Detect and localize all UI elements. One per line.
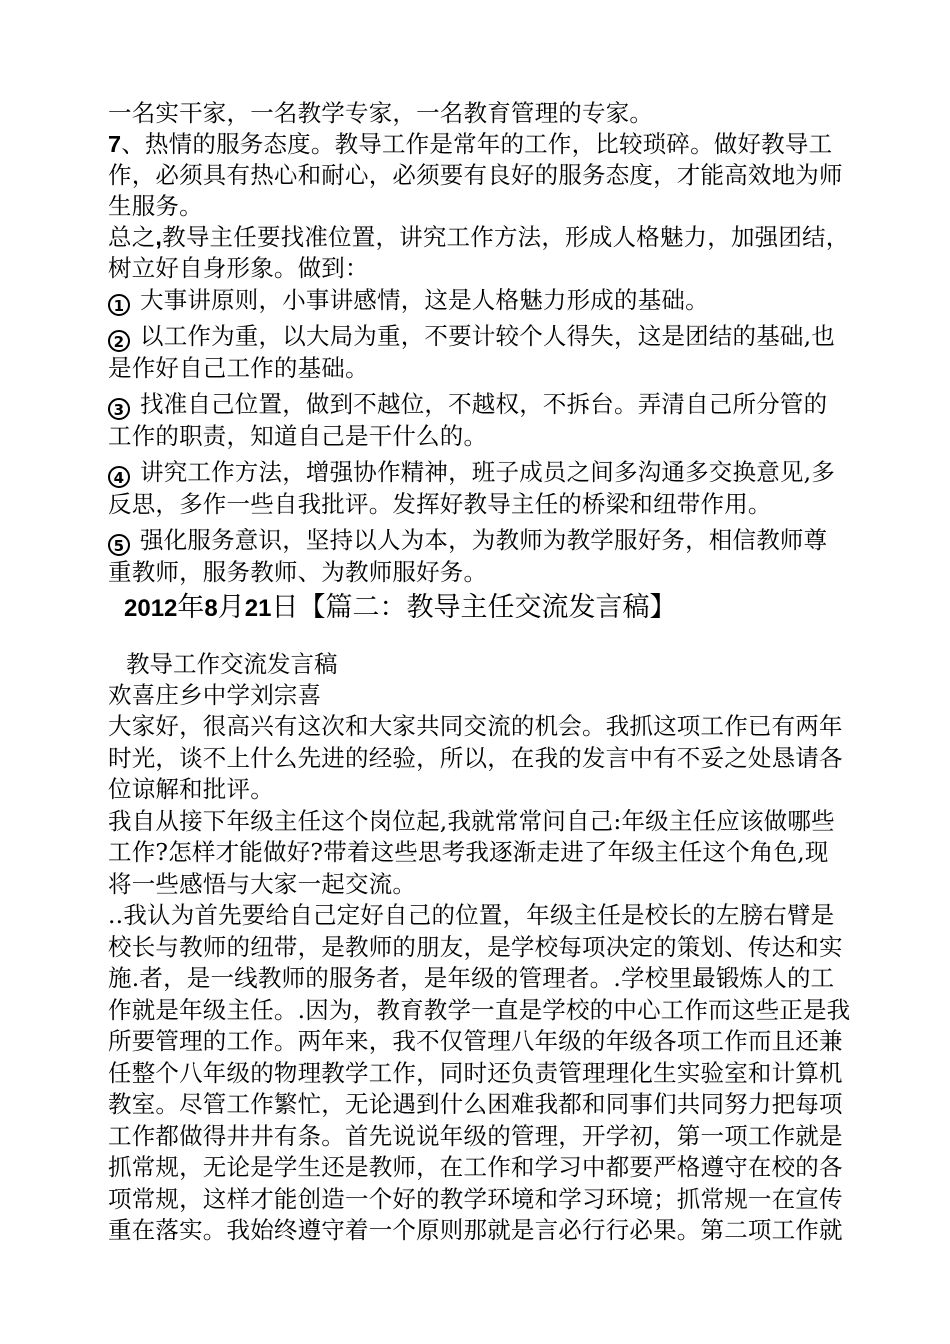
speech-body [108, 711, 851, 1247]
speech-title: 教导工作交流发言稿 [126, 650, 338, 678]
heading-day-char: 日 [271, 592, 299, 623]
list-item-continuation: 重教师，服务教师、为教师服好务。 [108, 558, 488, 586]
paragraph-line: 一名实干家，一名教学专家，一名教育管理的专家。 [108, 99, 654, 127]
circled-number-icon: 1 [108, 294, 130, 316]
summary-line-2: 树立好自身形象。做到： [108, 254, 369, 282]
heading-year: 2012 [124, 595, 178, 622]
list-item-continuation: 是作好自己工作的基础。 [108, 354, 369, 382]
list-item [108, 524, 848, 556]
body-line: 教室。尽管工作繁忙，无论遇到什么困难我都和同事们共同努力把每项 [108, 1090, 843, 1118]
circled-number-icon: 4 [108, 466, 130, 488]
paragraph-text: 、热情的服务态度。教导工作是常年的工作，比较琐碎。做好教导工 [121, 130, 833, 158]
list-item-text: 以工作为重，以大局为重，不要计较个人得失，这是团结的基础,也 [140, 322, 835, 350]
body-line: 抓常规，无论是学生还是教师，在工作和学习中都要严格遵守在校的各 [108, 1153, 843, 1181]
body-line: 工作都做得井井有条。首先说说年级的管理，开学初，第一项工作就是 [108, 1121, 843, 1150]
body-line: 任整个八年级的物理教学工作，同时还负责管理理化生实验室和计算机 [108, 1058, 843, 1087]
body-line: 大家好，很高兴有这次和大家共同交流的机会。我抓这项工作已有两年 [108, 712, 843, 740]
heading-year-char: 年 [177, 592, 205, 623]
body-line: 所要管理的工作。两年来，我不仅管理八年级的年级各项工作而且还兼 [108, 1027, 843, 1055]
body-line: 重在落实。我始终遵守着一个原则那就是言必行行必果。第二项工作就 [108, 1216, 843, 1244]
paragraph-number: 7 [108, 131, 122, 157]
body-line: 位谅解和批评。 [108, 775, 274, 803]
body-line: 作就是年级主任。.因为，教育教学一直是学校的中心工作而这些正是我 [108, 995, 851, 1024]
body-line: 工作?怎样才能做好?带着这些思考我逐渐走进了年级主任这个角色,现 [108, 838, 829, 866]
body-line: 项常规，这样才能创造一个好的教学环境和学习环境；抓常规一在宣传 [108, 1184, 843, 1213]
heading-month: 8 [204, 595, 218, 622]
heading-month-char: 月 [217, 592, 245, 623]
paragraph-7-line-3: 生服务。 [108, 192, 203, 220]
summary-lead: 总之 [108, 223, 156, 251]
paragraph-7-line-1 [108, 129, 848, 160]
heading-title: 【篇二：教导主任交流发言稿】 [298, 592, 677, 623]
body-line: 时光，谈不上什么先进的经验，所以，在我的发言中有不妥之处恳请各 [108, 743, 843, 772]
body-line: 校长与教师的纽带，是教师的朋友，是学校每项决定的策划、传达和实 [108, 932, 843, 961]
numbered-list [108, 284, 848, 588]
list-item-text: 讲究工作方法，增强协作精神，班子成员之间多沟通多交换意见,多 [140, 458, 835, 486]
circled-number-icon: 5 [108, 534, 130, 556]
speech-author: 欢喜庄乡中学刘宗喜 [108, 681, 322, 709]
document-page [108, 98, 851, 1247]
summary-line-1 [108, 222, 848, 253]
list-item-text: 大事讲原则，小事讲感情，这是人格魅力形成的基础。 [140, 286, 709, 314]
body-line: 施.者，是一线教师的服务者，是年级的管理者。.学校里最锻炼人的工 [108, 964, 835, 992]
summary-text: 教导主任要找准位置，讲究工作方法，形成人格魅力，加强团结， [162, 223, 850, 251]
list-item [108, 388, 848, 420]
heading-day: 21 [244, 595, 272, 622]
circled-number-icon: 3 [108, 398, 130, 420]
summary-comma: , [155, 224, 163, 250]
body-line: ..我认为首先要给自己定好自己的位置，年级主任是校长的左膀右臂是 [108, 901, 835, 929]
paragraph-7-line-2: 作，必须具有热心和耐心，必须要有良好的服务态度，才能高效地为师 [108, 161, 843, 189]
section-heading [124, 590, 848, 627]
list-item-continuation: 工作的职责，知道自己是干什么的。 [108, 422, 488, 450]
list-item [108, 320, 848, 352]
body-line: 我自从接下年级主任这个岗位起,我就常常问自己:年级主任应该做哪些 [108, 806, 835, 835]
circled-number-icon: 2 [108, 330, 130, 352]
list-item-continuation: 反思，多作一些自我批评。发挥好教导主任的桥梁和纽带作用。 [108, 490, 772, 518]
list-item [108, 284, 848, 316]
list-item-text: 找准自己位置，做到不越位，不越权，不拆台。弄清自己所分管的 [140, 390, 828, 418]
list-item-text: 强化服务意识，坚持以人为本，为教师为教学服好务，相信教师尊 [140, 526, 828, 554]
list-item [108, 456, 848, 488]
body-line: 将一些感悟与大家一起交流。 [108, 869, 417, 898]
